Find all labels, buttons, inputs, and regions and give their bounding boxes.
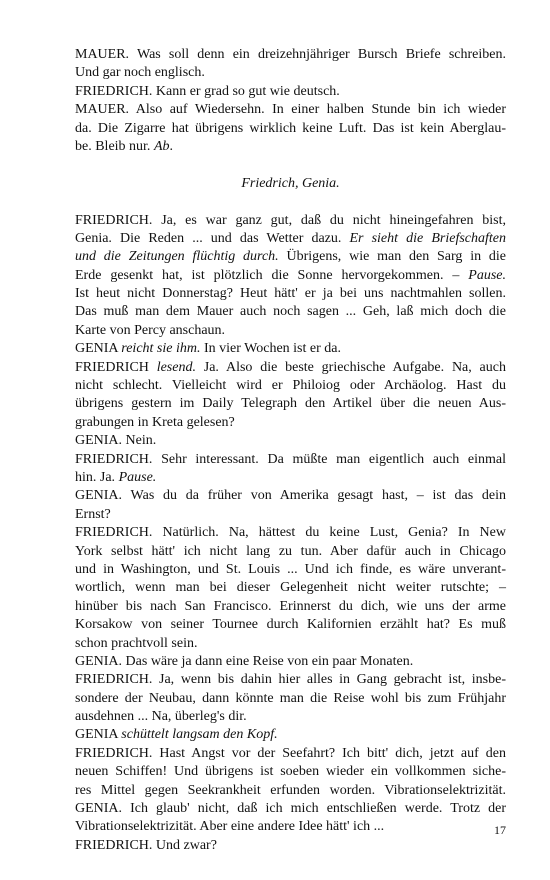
stage-direction: schüttelt langsam den Kopf. <box>121 727 278 743</box>
text-line <box>75 635 506 653</box>
text-run: Das muß man dem Mauer auch noch sagen ... Geh, laß mich doch die <box>75 304 506 320</box>
text-line <box>75 487 506 505</box>
stage-direction: und die Zeitungen flüchtig durch. <box>75 249 279 265</box>
text-run: und in Washington, und St. Louis ... Und ich finde, es wäre unverant- <box>75 561 506 577</box>
scene-heading <box>75 175 506 193</box>
text-run: FRIEDRICH. Und zwar? <box>75 837 217 853</box>
text-run: . <box>169 138 173 154</box>
text-line <box>75 782 506 800</box>
stage-direction: Ab <box>153 138 170 154</box>
text-line <box>75 230 506 248</box>
text-run: GENIA <box>75 727 122 743</box>
text-run: FRIEDRICH. Hast Angst vor der Seefahrt? Ich bitt' dich, jetzt auf den <box>75 745 506 761</box>
text-run: da. Die Zigarre hat übrigens wirklich keine Luft. Das ist kein Aberglau- <box>75 120 506 136</box>
text-run: In vier Wochen ist er da. <box>200 341 341 357</box>
text-line <box>75 818 506 836</box>
text-line <box>75 377 506 395</box>
text-run: res Mittel gegen Seekrankheit erfunden worden. Vibrationselektrizität. <box>75 782 506 798</box>
text-run: FRIEDRICH. Natürlich. Na, hättest du keine Lust, Genia? In New <box>75 525 506 541</box>
text-line <box>75 340 506 358</box>
text-run: wortlich, wenn man bei dieser Gelegenheit nicht weiter rutschte; – <box>75 580 506 596</box>
text-line <box>75 837 506 855</box>
text-run: Ernst? <box>75 506 111 522</box>
text-run: GENIA. Was du da früher von Amerika gesagt hast, – ist das dein <box>75 488 506 504</box>
text-run: neuen Schiffen! Und übrigens ist soeben wieder ein vollkommen siche- <box>75 764 506 780</box>
text-line <box>75 763 506 781</box>
text-run: Und gar noch englisch. <box>75 65 205 81</box>
text-line <box>75 690 506 708</box>
text-line <box>75 616 506 634</box>
text-run: hin. Ja. <box>75 470 119 485</box>
text-run: Erde gesenkt hat, ist plötzlich die Sonne hervorgekommen. – <box>75 267 469 283</box>
text-line <box>75 524 506 542</box>
text-line <box>75 469 506 487</box>
text-line <box>75 395 506 413</box>
text-line <box>75 506 506 524</box>
text-line <box>75 322 506 340</box>
text-line <box>75 432 506 450</box>
text-run: GENIA. Ich glaub' nicht, daß ich mich entschließen werde. Trotz der <box>75 801 506 817</box>
text-line <box>75 120 506 138</box>
text-line <box>75 671 506 689</box>
stage-direction: Friedrich, Genia. <box>241 175 340 191</box>
text-line <box>75 745 506 763</box>
text-line <box>75 359 506 377</box>
text-run: FRIEDRICH. Ja, wenn bis dahin hier alles in Gang gebracht ist, insbe- <box>75 672 506 688</box>
stage-direction: Pause. <box>468 267 506 283</box>
paragraph-gap <box>75 156 506 174</box>
page-number: 17 <box>494 823 506 837</box>
text-line <box>75 653 506 671</box>
text-run: MAUER. Was soll denn ein dreizehnjähriger Bursch Briefe schreiben. <box>75 47 506 62</box>
text-line <box>75 101 506 119</box>
text-run: ausdehnen ... Na, überleg's dir. <box>75 709 247 725</box>
text-run: MAUER. Also auf Wiedersehn. In einer halben Stunde bin ich wieder <box>75 102 506 118</box>
text-run: GENIA <box>75 341 122 357</box>
text-run: FRIEDRICH. Sehr interessant. Da müßte man eigentlich auch einmal <box>75 451 506 467</box>
book-page-text <box>75 46 506 855</box>
text-run: GENIA. Nein. <box>75 433 157 449</box>
text-run: nicht schlecht. Vielleicht wird er Philoiog oder Archäolog. Hast du <box>75 378 506 394</box>
text-line <box>75 451 506 469</box>
text-run: FRIEDRICH. Kann er grad so gut wie deutsch. <box>75 83 340 99</box>
text-line <box>75 708 506 726</box>
text-line <box>75 303 506 321</box>
text-run: GENIA. Das wäre ja dann eine Reise von ein paar Monaten. <box>75 653 414 669</box>
text-line <box>75 267 506 285</box>
text-line <box>75 138 506 156</box>
text-line <box>75 83 506 101</box>
text-run: Korsakow von seiner Tournee durch Kalifornien erzählt hat? Es muß <box>75 617 506 633</box>
text-run: Karte von Percy anschaun. <box>75 322 226 338</box>
text-run: sondere der Neubau, dann könnte man die Reise wohl bis zum Frühjahr <box>75 690 506 706</box>
text-line <box>75 212 506 230</box>
text-line <box>75 285 506 303</box>
paragraph-gap <box>75 193 506 211</box>
text-run: Genia. Die Reden ... und das Wetter dazu. <box>75 230 350 246</box>
text-line <box>75 561 506 579</box>
text-line <box>75 598 506 616</box>
text-run: York selbst hätt' ich nicht lang zu tun. Aber dafür auch in Chicago <box>75 543 506 559</box>
text-line <box>75 726 506 744</box>
text-line <box>75 800 506 818</box>
text-run: Ja. Also die beste griechische Aufgabe. Na, auch <box>195 359 506 375</box>
text-run: Übrigens, wie man den Sarg in die <box>278 249 506 265</box>
text-line <box>75 46 506 64</box>
stage-direction: Pause. <box>118 470 157 485</box>
text-run: FRIEDRICH <box>75 359 157 375</box>
text-run: schon prachtvoll sein. <box>75 635 198 651</box>
text-line <box>75 543 506 561</box>
text-run: übrigens gestern im Daily Telegraph den Artikel über die neuen Aus- <box>75 396 506 412</box>
text-run: be. Bleib nur. <box>75 138 154 154</box>
text-line <box>75 414 506 432</box>
text-line <box>75 64 506 82</box>
text-line <box>75 248 506 266</box>
stage-direction: reicht sie ihm. <box>121 341 201 357</box>
text-run: FRIEDRICH. Ja, es war ganz gut, daß du nicht hineingefahren bist, <box>75 212 506 228</box>
stage-direction: lesend. <box>156 359 196 375</box>
text-run: grabungen in Kreta gelesen? <box>75 414 235 430</box>
text-run: Ist heut nicht Donnerstag? Heut hätt' er ja bei uns nachtmahlen sollen. <box>75 286 506 302</box>
text-line <box>75 579 506 597</box>
stage-direction: Er sieht die Briefschaften <box>349 230 506 246</box>
text-run: hinüber bis nach San Francisco. Erinnerst du dich, wie uns der arme <box>75 598 506 614</box>
text-run: Vibrationselektrizität. Aber eine andere Idee hätt' ich ... <box>75 819 385 835</box>
